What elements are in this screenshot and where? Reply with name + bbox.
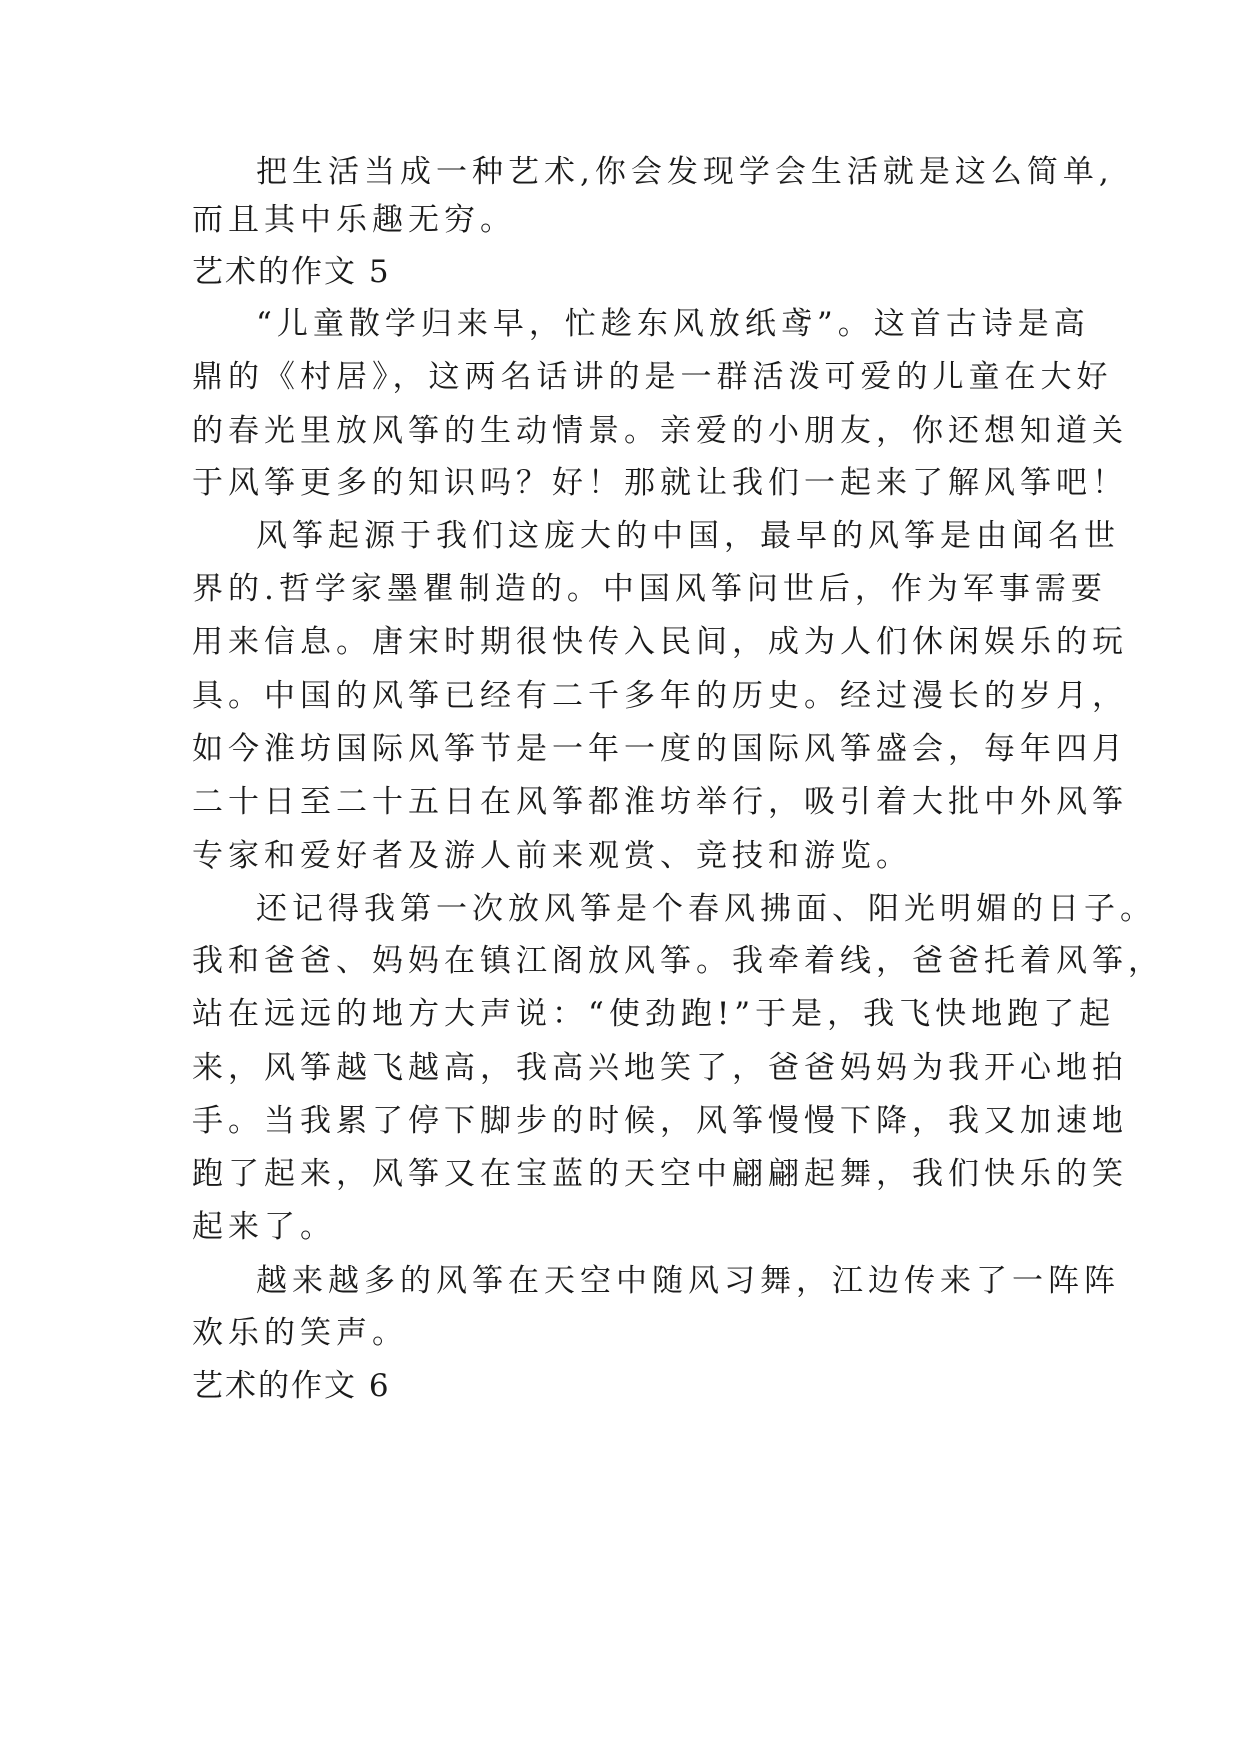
paragraph-line: 欢乐的笑声。 [192, 1315, 408, 1351]
paragraph-line: 风筝起源于我们这庞大的中国，最早的风筝是由闻名世 [256, 518, 1120, 554]
paragraph-line: 起来了。 [192, 1209, 336, 1245]
paragraph-line: 界的.哲学家墨瞿制造的。中国风筝问世后，作为军事需要 [192, 571, 1107, 607]
paragraph-line: 跑了起来，风筝又在宝蓝的天空中翩翩起舞，我们快乐的笑 [192, 1156, 1128, 1192]
paragraph-line: 于风筝更多的知识吗？好！那就让我们一起来了解风筝吧！ [192, 465, 1128, 501]
section-heading: 艺术的作文 5 [192, 254, 391, 290]
paragraph-line: 鼎的《村居》，这两名话讲的是一群活泼可爱的儿童在大好 [192, 359, 1113, 395]
paragraph-line: 把生活当成一种艺术,你会发现学会生活就是这么简单, [256, 154, 1114, 190]
paragraph-line: 站在远远的地方大声说：“使劲跑!”于是，我飞快地跑了起 [192, 996, 1116, 1032]
paragraph-line: 的春光里放风筝的生动情景。亲爱的小朋友，你还想知道关 [192, 413, 1128, 449]
paragraph-line: 还记得我第一次放风筝是个春风拂面、阳光明媚的日子。 [256, 891, 1156, 927]
paragraph-line: 二十日至二十五日在风筝都淮坊举行，吸引着大批中外风筝 [192, 784, 1128, 820]
paragraph-line: 而且其中乐趣无穷。 [192, 202, 516, 238]
paragraph-line: “儿童散学归来早，忙趁东风放纸鸢”。这首古诗是高 [256, 306, 1090, 342]
section-heading: 艺术的作文 6 [192, 1368, 391, 1404]
paragraph-line: 用来信息。唐宋时期很快传入民间，成为人们休闲娱乐的玩 [192, 624, 1128, 660]
paragraph-line: 手。当我累了停下脚步的时候，风筝慢慢下降，我又加速地 [192, 1103, 1128, 1139]
paragraph-line: 如今淮坊国际风筝节是一年一度的国际风筝盛会，每年四月 [192, 731, 1128, 767]
paragraph-line: 具。中国的风筝已经有二千多年的历史。经过漫长的岁月， [192, 678, 1128, 714]
paragraph-line: 专家和爱好者及游人前来观赏、竞技和游览。 [192, 838, 912, 874]
paragraph-line: 我和爸爸、妈妈在镇江阁放风筝。我牵着线，爸爸托着风筝， [192, 943, 1164, 979]
paragraph-line: 来，风筝越飞越高，我高兴地笑了，爸爸妈妈为我开心地拍 [192, 1050, 1128, 1086]
paragraph-line: 越来越多的风筝在天空中随风习舞，江边传来了一阵阵 [256, 1263, 1120, 1299]
